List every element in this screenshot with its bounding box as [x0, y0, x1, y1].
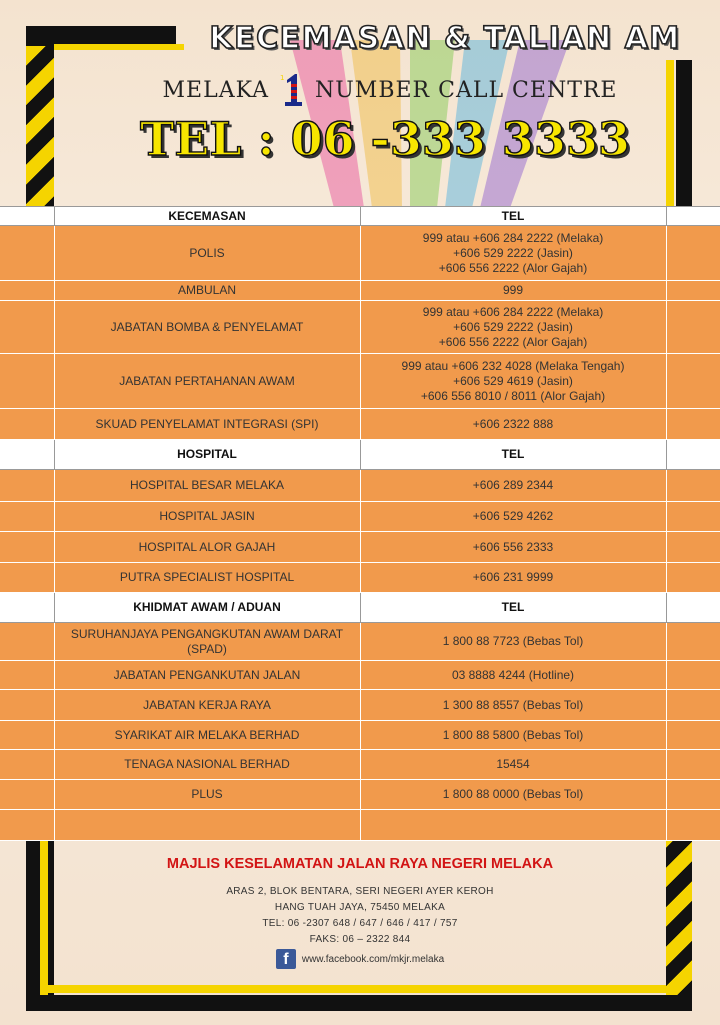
row-edge — [666, 502, 720, 532]
row-edge — [666, 532, 720, 563]
service-name: HOSPITAL JASIN — [54, 502, 360, 532]
service-name: SKUAD PENYELAMAT INTEGRASI (SPI) — [54, 409, 360, 440]
row-edge — [666, 810, 720, 841]
service-tel — [360, 532, 666, 563]
service-name: TENAGA NASIONAL BERHAD — [54, 750, 360, 780]
table-row — [0, 226, 720, 281]
facebook-icon: f — [276, 949, 296, 969]
section-tel-heading: TEL — [360, 440, 666, 470]
service-name: SYARIKAT AIR MELAKA BERHAD — [54, 721, 360, 750]
tel-line: +606 529 4619 (Jasin) — [453, 373, 573, 388]
footer-address-2: HANG TUAH JAYA, 75450 MELAKA — [274, 902, 446, 913]
row-edge — [0, 470, 54, 502]
tel-line: 1 800 88 0000 (Bebas Tol) — [442, 787, 584, 801]
service-tel — [360, 750, 666, 780]
service-tel — [360, 563, 666, 593]
row-edge — [0, 301, 54, 354]
tel-line: 999 atau +606 284 2222 (Melaka) — [422, 230, 604, 245]
row-edge — [0, 354, 54, 409]
row-edge — [666, 226, 720, 281]
service-name: PLUS — [54, 780, 360, 810]
table-row — [0, 721, 720, 750]
section-heading: KECEMASAN — [54, 207, 360, 226]
row-edge — [0, 563, 54, 593]
row-edge — [0, 226, 54, 281]
service-tel — [360, 470, 666, 502]
service-tel — [360, 810, 666, 841]
table-row — [0, 750, 720, 780]
yellow-line-bottom — [40, 985, 676, 993]
subtitle-state: MELAKA — [162, 77, 270, 103]
row-edge — [0, 780, 54, 810]
tel-line: +606 556 2222 (Alor Gajah) — [438, 334, 588, 349]
footer-fax: FAKS: 06 – 2322 844 — [309, 934, 411, 945]
table-row — [0, 532, 720, 563]
row-edge — [666, 470, 720, 502]
tel-line: +606 231 9999 — [472, 570, 554, 584]
service-tel — [360, 409, 666, 440]
tel-colon: : — [257, 112, 275, 166]
call-centre-tel — [140, 108, 640, 170]
row-edge — [666, 690, 720, 721]
tel-line: 1 800 88 5800 (Bebas Tol) — [442, 727, 584, 742]
tel-line: +606 556 8010 / 8011 (Alor Gajah) — [420, 388, 606, 403]
frame-bottom — [26, 995, 692, 1011]
service-tel — [360, 281, 666, 301]
row-edge — [0, 593, 54, 623]
row-edge — [666, 440, 720, 470]
tel-line: +606 2322 888 — [472, 416, 554, 431]
table-row — [0, 354, 720, 409]
footer-address-1: ARAS 2, BLOK BENTARA, SERI NEGERI AYER KEROH — [226, 886, 494, 897]
table-row — [0, 301, 720, 354]
table-row — [0, 281, 720, 301]
service-name: JABATAN PENGANKUTAN JALAN — [54, 661, 360, 690]
section-header-row — [0, 440, 720, 470]
table-row — [0, 502, 720, 532]
section-heading: HOSPITAL — [54, 440, 360, 470]
row-edge — [0, 502, 54, 532]
tel-number: 06 -333 3333 — [290, 112, 630, 166]
page-title: KECEMASAN & TALIAN AM — [209, 21, 681, 56]
table-row — [0, 470, 720, 502]
service-tel — [360, 780, 666, 810]
row-edge — [0, 207, 54, 226]
tel-line: +606 529 2222 (Jasin) — [453, 245, 573, 260]
row-edge — [0, 750, 54, 780]
contact-table — [0, 206, 720, 841]
table-row — [0, 661, 720, 690]
footer-organisation: MAJLIS KESELAMATAN JALAN RAYA NEGERI MELAKA — [166, 856, 554, 872]
tel-line: 999 — [502, 283, 524, 297]
row-edge — [666, 409, 720, 440]
malaysia-one-icon — [279, 72, 305, 108]
subtitle-call-centre: NUMBER CALL CENTRE — [315, 77, 618, 103]
facebook-link[interactable]: www.facebook.com/mkjr.melaka — [301, 953, 445, 965]
table-row — [0, 623, 720, 661]
service-name: POLIS — [54, 226, 360, 281]
row-edge — [0, 661, 54, 690]
section-tel-heading: TEL — [360, 207, 666, 226]
row-edge — [666, 593, 720, 623]
tel-line: 03 8888 4244 (Hotline) — [451, 667, 575, 682]
service-name: PUTRA SPECIALIST HOSPITAL — [54, 563, 360, 593]
service-name: AMBULAN — [54, 281, 360, 301]
service-name: JABATAN KERJA RAYA — [54, 690, 360, 721]
section-header-row — [0, 593, 720, 623]
tel-line: 15454 — [496, 757, 530, 771]
table-row — [0, 690, 720, 721]
table-row — [0, 409, 720, 440]
service-name: HOSPITAL BESAR MELAKA — [54, 470, 360, 502]
service-tel — [360, 502, 666, 532]
service-tel — [360, 623, 666, 661]
row-edge — [666, 281, 720, 301]
service-name: SURUHANJAYA PENGANGKUTAN AWAM DARAT (SPAD) — [54, 623, 360, 661]
row-edge — [666, 623, 720, 661]
tel-line: +606 289 2344 — [472, 478, 554, 492]
tel-line: 999 atau +606 232 4028 (Melaka Tengah) — [401, 358, 625, 373]
tel-line: +606 529 4262 — [472, 509, 554, 523]
row-edge — [666, 750, 720, 780]
service-name: JABATAN BOMBA & PENYELAMAT — [54, 301, 360, 354]
table-row — [0, 810, 720, 841]
tel-line: 1 800 88 7723 (Bebas Tol) — [442, 634, 584, 648]
row-edge — [666, 721, 720, 750]
svg-text:1: 1 — [280, 74, 286, 82]
call-centre-subtitle — [120, 72, 660, 108]
row-edge — [0, 690, 54, 721]
footer-tel: TEL: 06 -2307 648 / 647 / 646 / 417 / 757 — [262, 918, 458, 929]
row-edge — [666, 661, 720, 690]
tel-line: +606 529 2222 (Jasin) — [453, 319, 573, 334]
service-tel — [360, 690, 666, 721]
service-tel — [360, 226, 666, 281]
table-row — [0, 780, 720, 810]
row-edge — [666, 354, 720, 409]
row-edge — [0, 810, 54, 841]
row-edge — [0, 532, 54, 563]
tel-line: +606 556 2222 (Alor Gajah) — [438, 260, 588, 275]
row-edge — [0, 440, 54, 470]
row-edge — [666, 207, 720, 226]
tel-line: 1 300 88 8557 (Bebas Tol) — [442, 697, 584, 712]
service-tel — [360, 354, 666, 409]
tel-label: TEL — [140, 112, 242, 166]
row-edge — [666, 780, 720, 810]
service-name: JABATAN PERTAHANAN AWAM — [54, 354, 360, 409]
table-row — [0, 563, 720, 593]
tel-line: 999 atau +606 284 2222 (Melaka) — [422, 304, 604, 319]
row-edge — [0, 281, 54, 301]
service-name: HOSPITAL ALOR GAJAH — [54, 532, 360, 563]
service-tel — [360, 661, 666, 690]
service-name — [54, 810, 360, 841]
facebook-row — [60, 948, 660, 970]
section-heading: KHIDMAT AWAM / ADUAN — [54, 593, 360, 623]
service-tel — [360, 301, 666, 354]
row-edge — [0, 721, 54, 750]
yellow-line-top — [54, 44, 184, 50]
section-tel-heading: TEL — [360, 593, 666, 623]
row-edge — [666, 301, 720, 354]
row-edge — [0, 623, 54, 661]
section-header-row — [0, 207, 720, 226]
service-tel — [360, 721, 666, 750]
row-edge — [0, 409, 54, 440]
tel-line: +606 556 2333 — [472, 539, 554, 554]
row-edge — [666, 563, 720, 593]
